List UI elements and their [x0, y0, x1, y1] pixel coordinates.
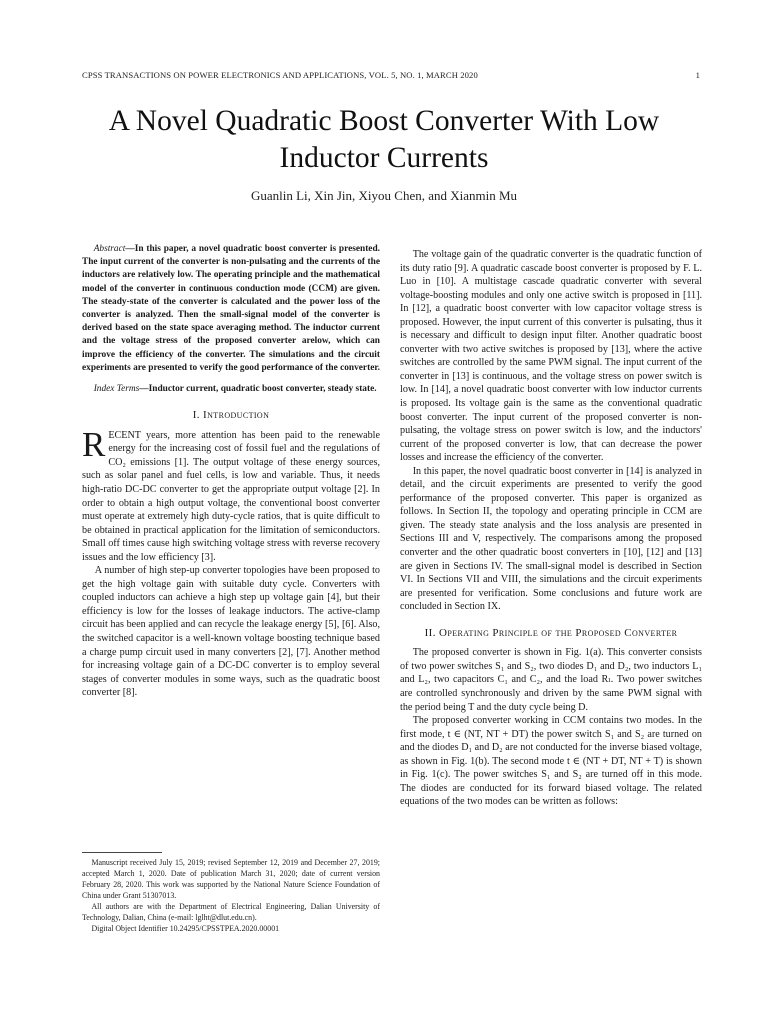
running-head [82, 70, 700, 80]
paper-title [60, 103, 708, 177]
footnotes [82, 857, 380, 934]
index-terms-text: —Inductor current, quadratic boost converter, steady state. [139, 384, 377, 395]
right-paragraph-1: The voltage gain of the quadratic converter is the quadratic function of its duty ratio [9]. A quadratic cascade boost converter is proposed by F. L. Luo in [10]. A multistage cascade quadratic converter with several voltage-boosting modules and only one active switch is proposed in [11]. In [12], a quadratic boost converter with low capacitor voltage stress is proposed. However, the input current of this converter is pulsating, thus it is necessary and difficult to design input filter. Another quadratic boost converter with two active switches is proposed by [13], where the active switches are controlled by the same PWM signal. The input current of the converter in [13] is continuous, and the voltage stress on power switch is low. In [14], a novel quadratic boost converter with low inductor currents is proposed. Its voltage gain is the same as the conventional quadratic boost converter. The input current of the proposed converter is non-pulsating, the voltage stress on power switch is low, and the inductors' current of the proposed converter is low, that can decrease the power losses and increase the efficiency of the converter. [400, 249, 702, 464]
left-column [82, 243, 380, 700]
footnote-affiliation: All authors are with the Department of Electrical Engineering, Dalian University of Technology, Dalian, China (e-mail: lglht@dlut.edu.cn). [82, 902, 380, 922]
footnote-divider [82, 852, 162, 853]
index-terms-label: Index Terms [93, 384, 140, 395]
section-heading-operating-principle: II. Operating Principle of the Proposed Converter [424, 626, 678, 639]
right-paragraph-3: The proposed converter is shown in Fig. 1(a). This converter consists of two power switches S₁ and S₂, two diodes D₁ and D₂, two inductors L₁ and L₂, two capacitors C₁ and C₂, and the load Rₗ. Two power switches are controlled synchronously and driven by the same PWM signal with the period being T and the duty cycle being D. [400, 647, 702, 713]
intro-paragraph-1 [82, 424, 380, 564]
title-line-2: Inductor Currents [279, 142, 489, 174]
abstract [82, 243, 380, 375]
abstract-label: Abstract [93, 244, 126, 254]
author-list: Guanlin Li, Xin Jin, Xiyou Chen, and Xianmin Mu [250, 188, 518, 203]
right-paragraph-4: The proposed converter working in CCM contains two modes. In the first mode, t ∈ (NT, NT + DT) the power switch S₁ and S₂ are turned on and the diodes D₁ and D₂ are not conducted for the inverse biased voltage, as shown in Fig. 1(b). The second mode t ∈ (NT + DT, NT + T) is shown in Fig. 1(c). The power switches S₁ and S₂ are turned off in this mode. The diodes are conducted for its forward biased voltage. The related equations of the two modes can be written as follows: [400, 715, 702, 808]
index-terms [82, 383, 380, 396]
intro-paragraph-2: A number of high step-up converter topologies have been proposed to get the high voltage gain with suitable duty cycle. Converters with coupled inductors can achieve a high step up voltage gain [4], but their efficiency is low for the losses of leakage inductors. The active-clamp circuit has been applied and can recycle the leakage energy [5], [6]. Also, the switched capacitor is a well-known voltage boosting technique based a charge pump circuit used in many converters [2], [7]. Another method for increasing voltage gain of a DC-DC converter is to employ several stages of converter modules in some ways, such as the quadratic boost converter [8]. [82, 565, 380, 699]
journal-header: CPSS TRANSACTIONS ON POWER ELECTRONICS AND APPLICATIONS, VOL. 5, NO. 1, MARCH 2020 [82, 70, 478, 80]
drop-cap: R [82, 424, 106, 464]
title-line-1: A Novel Quadratic Boost Converter With Low [108, 105, 660, 137]
page-number: 1 [695, 70, 700, 80]
intro-paragraph-1-text: ECENT years, more attention has been paid to the renewable energy for the increasing cost of fossil fuel and the regulations of CO₂ emissions [1]. The output voltage of these energy sources, such as solar panel and fuel cells, is low and variable. Thus, it needs high-ratio DC-DC converter to get the appropriate output voltage [2]. In order to obtain a high output voltage, the conventional boost converter must operate at extremely high duty-cycle ratios, that is quite difficult to be obtained in practical application for the limitation of semiconductors. Small off times cause high switching voltage stress with reverse recovery issues and the low efficiency [3]. [82, 429, 380, 563]
right-column [400, 248, 702, 809]
footnote-doi: Digital Object Identifier 10.24295/CPSSTPEA.2020.00001 [91, 924, 280, 933]
abstract-text: —In this paper, a novel quadratic boost converter is presented. The input current of the converter is non-pulsating and the currents of the inductors are relatively low. The operating principle and the mathematical model of the converter in continuous conduction mode (CCM) are given. The steady-state of the converter is calculated and the power loss of the converter is analyzed. Then the small-signal model of the converter is derived based on the state space averaging method. The inductor current and the voltage stress of the proposed converter arelow, which can improve the efficiency of the converter. The simulations and the circuit experiments are presented to verify the good performance of the converter. [82, 244, 380, 373]
right-paragraph-2: In this paper, the novel quadratic boost converter in [14] is analyzed in detail, and the circuit experiments are presented to verify the good performance of the proposed converter. This paper is organized as follows. In Section II, the topology and operating principle in CCM are given. The steady state analysis and the loss analysis are presented in Sections III and V, respectively. The comparisons among the proposed converter and the other quadratic boost converters in [10], [12] and [13] are given in Sections IV. The small-signal model is described in Section VI. In Sections VII and VIII, the simulations and the circuit experiments are presented for verification. Some conclusions and future work are concluded in Section IX. [400, 465, 702, 613]
footnote-manuscript: Manuscript received July 15, 2019; revised September 12, 2019 and December 27, 2019; accepted March 1, 2020. Date of publication March 31, 2020; date of current version February 28, 2020. This work was supported by the National Nature Science Foundation of China under Grant 51307013. [82, 858, 380, 900]
section-heading-introduction: I. Introduction [192, 409, 270, 422]
